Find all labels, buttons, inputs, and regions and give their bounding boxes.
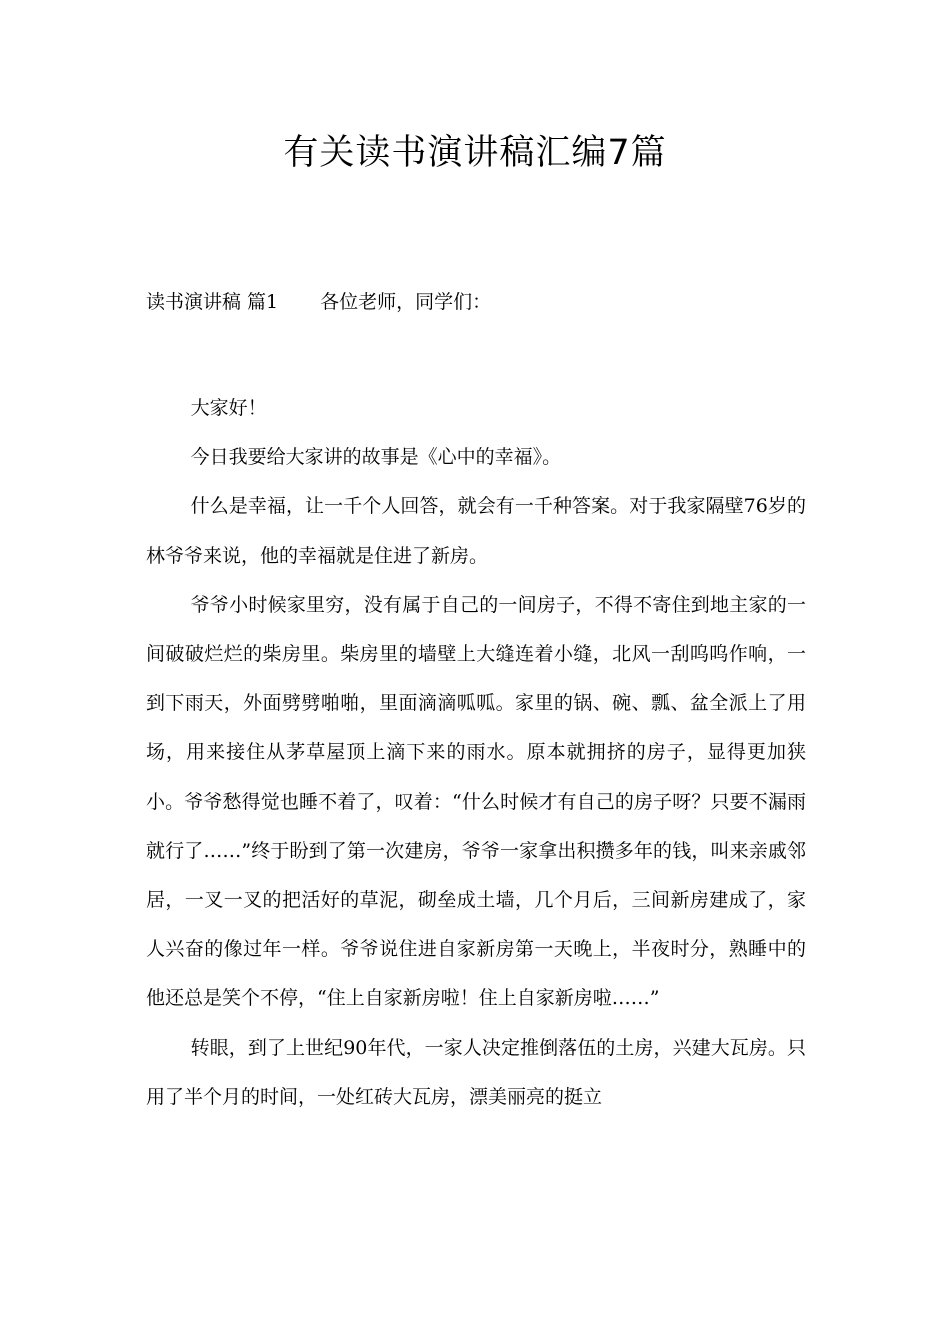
paragraph-happiness: 什么是幸福，让一千个人回答，就会有一千种答案。对于我家隔壁76岁的林爷爷来说，他的幸福就是住进了新房。 xyxy=(146,495,806,567)
section-heading-line xyxy=(146,285,826,319)
document-title: 有关读书演讲稿汇编7篇 xyxy=(283,133,667,173)
document-body xyxy=(146,384,806,1122)
paragraph-childhood: 爷爷小时候家里穷，没有属于自己的一间房子，不得不寄住到地主家的一间破破烂烂的柴房里。柴房里的墙壁上大缝连着小缝，北风一刮呜呜作响，一到下雨天，外面劈劈啪啪，里面滴滴呱呱。家里的锅、碗、瓢、盆全派上了用场，用来接住从茅草屋顶上滴下来的雨水。原本就拥挤的房子，显得更加狭小。爷爷愁得觉也睡不着了，叹着：“什么时候才有自己的房子呀？只要不漏雨就行了……”终于盼到了第一次建房，爷爷一家拿出积攒多年的钱，叫来亲戚邻居，一叉一叉的把活好的草泥，砌垒成土墙，几个月后，三间新房建成了，家人兴奋的像过年一样。爷爷说住进自家新房第一天晚上，半夜时分，熟睡中的他还总是笑个不停，“住上自家新房啦！住上自家新房啦……” xyxy=(146,593,806,1010)
paragraph-intro: 今日我要给大家讲的故事是《心中的幸福》。 xyxy=(190,446,562,469)
salutation: 各位老师，同学们： xyxy=(320,291,492,313)
paragraph-1990s: 转眼，到了上世纪90年代，一家人决定推倒落伍的土房，兴建大瓦房。只用了半个月的时间，一处红砖大瓦房，漂美丽亮的挺立 xyxy=(146,1036,806,1108)
paragraph-greeting: 大家好！ xyxy=(190,397,267,419)
section-label: 读书演讲稿 篇1 xyxy=(146,291,279,313)
